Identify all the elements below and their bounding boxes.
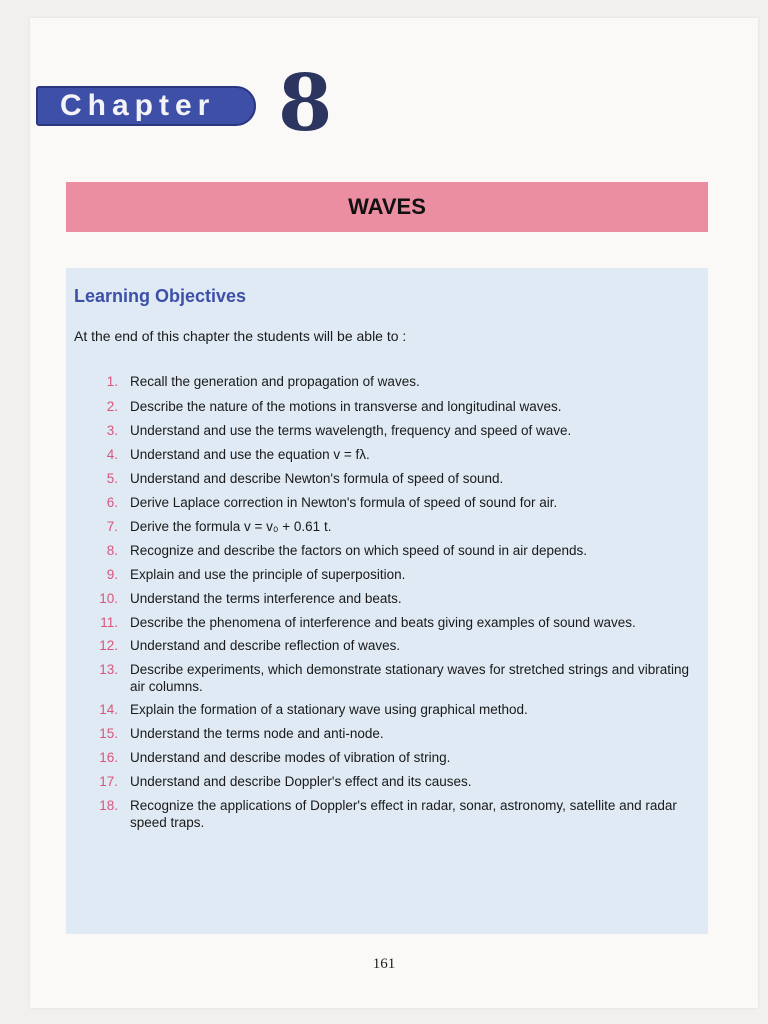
objective-text: Recognize the applications of Doppler's effect in radar, sonar, astronomy, satellite and radar speed traps. xyxy=(130,798,677,830)
objective-text: Recall the generation and propagation of waves. xyxy=(130,374,420,389)
objective-number: 4. xyxy=(106,447,118,462)
objective-text: Understand and use the equation v = fλ. xyxy=(130,447,370,462)
objective-item xyxy=(74,494,702,511)
objective-number: 11. xyxy=(100,615,118,630)
chapter-label: Chapter xyxy=(60,89,216,122)
chapter-title: WAVES xyxy=(348,194,426,219)
objective-item xyxy=(74,773,702,790)
objective-text: Describe the phenomena of interference and beats giving examples of sound waves. xyxy=(130,615,636,630)
objective-number: 2. xyxy=(106,399,118,414)
objective-item xyxy=(74,701,702,718)
objective-number: 17. xyxy=(99,774,118,789)
objective-text: Describe experiments, which demonstrate stationary waves for stretched strings and vibrating air columns. xyxy=(130,662,690,694)
objective-item xyxy=(74,422,702,439)
objective-number: 16. xyxy=(99,750,118,765)
objective-item xyxy=(74,661,702,695)
objective-item xyxy=(74,637,702,654)
objective-text: Describe the nature of the motions in transverse and longitudinal waves. xyxy=(130,399,562,414)
objective-item xyxy=(74,749,702,766)
objective-number: 8. xyxy=(106,543,118,558)
objective-text: Derive the formula v = v₀ + 0.61 t. xyxy=(130,519,332,534)
objective-item xyxy=(74,590,702,607)
objective-text: Understand and describe modes of vibration of string. xyxy=(130,750,451,765)
objectives-intro: At the end of this chapter the students will be able to : xyxy=(74,328,407,344)
objective-number: 15. xyxy=(99,726,118,741)
objective-number: 13. xyxy=(99,662,118,677)
objective-text: Derive Laplace correction in Newton's formula of speed of sound for air. xyxy=(130,495,558,510)
objective-number: 10. xyxy=(99,591,118,606)
objective-number: 9. xyxy=(106,567,118,582)
objective-item xyxy=(74,398,702,415)
objectives-heading: Learning Objectives xyxy=(74,286,247,306)
objective-text: Explain the formation of a stationary wave using graphical method. xyxy=(130,702,528,717)
title-band xyxy=(66,182,708,232)
objective-text: Understand and use the terms wavelength, frequency and speed of wave. xyxy=(130,423,572,438)
objective-item xyxy=(74,518,702,535)
objective-item xyxy=(74,566,702,583)
objective-number: 5. xyxy=(106,471,118,486)
objective-item xyxy=(74,614,702,631)
objective-number: 18. xyxy=(99,798,118,813)
objective-number: 7. xyxy=(106,519,118,534)
objective-number: 14. xyxy=(99,702,118,717)
objective-text: Understand the terms node and anti-node. xyxy=(130,726,384,741)
objective-text: Explain and use the principle of superposition. xyxy=(130,567,406,582)
objective-text: Understand and describe Doppler's effect and its causes. xyxy=(130,774,472,789)
objective-number: 6. xyxy=(106,495,118,510)
objective-item xyxy=(74,797,702,831)
objective-item xyxy=(74,470,702,487)
objective-item xyxy=(74,725,702,742)
chapter-number: 8 xyxy=(278,58,333,149)
objective-item xyxy=(74,446,702,463)
objective-text: Understand and describe Newton's formula of speed of sound. xyxy=(130,471,504,486)
objective-number: 12. xyxy=(99,638,118,653)
objective-number: 3. xyxy=(106,423,118,438)
objective-text: Understand the terms interference and beats. xyxy=(130,591,402,606)
page-number: 161 xyxy=(372,956,396,972)
objective-text: Understand and describe reflection of waves. xyxy=(130,638,401,653)
objective-number: 1. xyxy=(106,374,118,389)
objective-item xyxy=(74,373,702,390)
objectives-list xyxy=(74,373,702,831)
objective-text: Recognize and describe the factors on which speed of sound in air depends. xyxy=(130,543,588,558)
objective-item xyxy=(74,542,702,559)
